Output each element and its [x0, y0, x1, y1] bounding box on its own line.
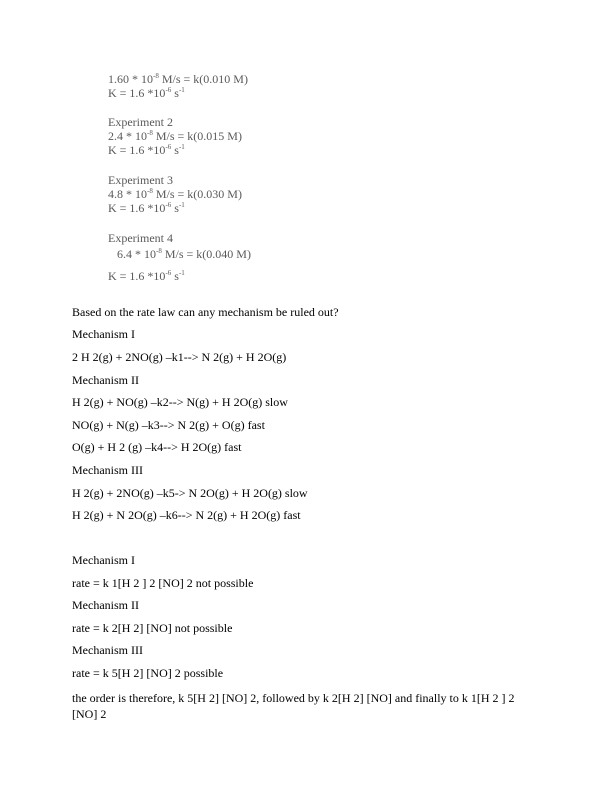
exp4-k-exponent: -6 [165, 269, 172, 277]
exp3-k-unit-exponent: -1 [178, 201, 185, 209]
exp2-rate-line [108, 129, 242, 143]
exp1-k-unit: s [171, 86, 179, 100]
mech1-title: Mechanism I [72, 327, 135, 341]
exp2-k-unit-exponent: -1 [178, 143, 185, 151]
exp2-k-line [108, 143, 242, 157]
conclusion-text: the order is therefore, k 5[H 2] [NO] 2, followed by k 2[H 2] [NO] and finally to k 1[H 2 ] 2 [NO] 2 [72, 691, 515, 721]
experiment-1-block [108, 72, 248, 100]
exp1-rate-line [108, 72, 248, 86]
experiment-3-block [108, 173, 242, 215]
answer2-title: Mechanism II [72, 598, 139, 612]
exp4-title: Experiment 4 [108, 231, 173, 245]
exp3-k-line [108, 201, 242, 215]
mech1-step1: 2 H 2(g) + 2NO(g) –k1--> N 2(g) + H 2O(g) [72, 350, 287, 364]
exp2-rate-tail: M/s = k(0.015 M) [152, 129, 242, 143]
mech3-step2: H 2(g) + N 2O(g) –k6--> N 2(g) + H 2O(g) fast [72, 508, 301, 522]
exp3-k-unit: s [171, 201, 179, 215]
exp1-k-unit-exponent: -1 [178, 86, 185, 94]
exp4-rate-mantissa: 6.4 * 10 [117, 247, 156, 261]
exp3-rate-exponent: -8 [147, 187, 153, 195]
exp1-k-exponent: -6 [165, 86, 172, 94]
exp1-k-mantissa: K = 1.6 *10 [108, 86, 166, 100]
answer3-title: Mechanism III [72, 643, 143, 657]
mech2-step3: O(g) + H 2 (g) –k4--> H 2O(g) fast [72, 440, 242, 454]
exp1-rate-exponent: -8 [153, 72, 159, 80]
mech2-title: Mechanism II [72, 373, 139, 387]
exp4-k-unit-exponent: -1 [178, 269, 185, 277]
exp3-rate-mantissa: 4.8 * 10 [108, 187, 147, 201]
exp3-rate-line [108, 187, 242, 201]
exp1-rate-tail: M/s = k(0.010 M) [158, 72, 248, 86]
exp4-k-mantissa: K = 1.6 *10 [108, 269, 166, 283]
exp1-k-line [108, 86, 248, 100]
exp4-k-unit: s [171, 269, 179, 283]
mech2-step2: NO(g) + N(g) –k3--> N 2(g) + O(g) fast [72, 418, 265, 432]
mech3-title: Mechanism III [72, 463, 143, 477]
exp3-rate-tail: M/s = k(0.030 M) [152, 187, 242, 201]
exp2-title: Experiment 2 [108, 115, 173, 129]
answer1-title: Mechanism I [72, 553, 135, 567]
question-text: Based on the rate law can any mechanism be ruled out? [72, 305, 339, 319]
exp3-title: Experiment 3 [108, 173, 173, 187]
answer2-rate: rate = k 2[H 2] [NO] not possible [72, 621, 233, 635]
exp1-rate-mantissa: 1.60 * 10 [108, 72, 153, 86]
exp4-rate-line [108, 247, 251, 261]
exp4-rate-tail: M/s = k(0.040 M) [161, 247, 251, 261]
exp2-rate-exponent: -8 [147, 129, 153, 137]
exp2-rate-mantissa: 2.4 * 10 [108, 129, 147, 143]
exp2-k-unit: s [171, 143, 179, 157]
answer3-rate: rate = k 5[H 2] [NO] 2 possible [72, 666, 224, 680]
mech2-step1: H 2(g) + NO(g) –k2--> N(g) + H 2O(g) slow [72, 395, 288, 409]
exp4-rate-exponent: -8 [156, 247, 162, 255]
exp2-k-mantissa: K = 1.6 *10 [108, 143, 166, 157]
exp3-k-mantissa: K = 1.6 *10 [108, 201, 166, 215]
exp3-k-exponent: -6 [165, 201, 172, 209]
exp4-k-line [108, 269, 251, 283]
experiment-4-block [108, 231, 251, 283]
exp2-k-exponent: -6 [165, 143, 172, 151]
mech3-step1: H 2(g) + 2NO(g) –k5-> N 2O(g) + H 2O(g) slow [72, 486, 308, 500]
experiment-2-block [108, 115, 242, 157]
answer1-rate: rate = k 1[H 2 ] 2 [NO] 2 not possible [72, 576, 254, 590]
